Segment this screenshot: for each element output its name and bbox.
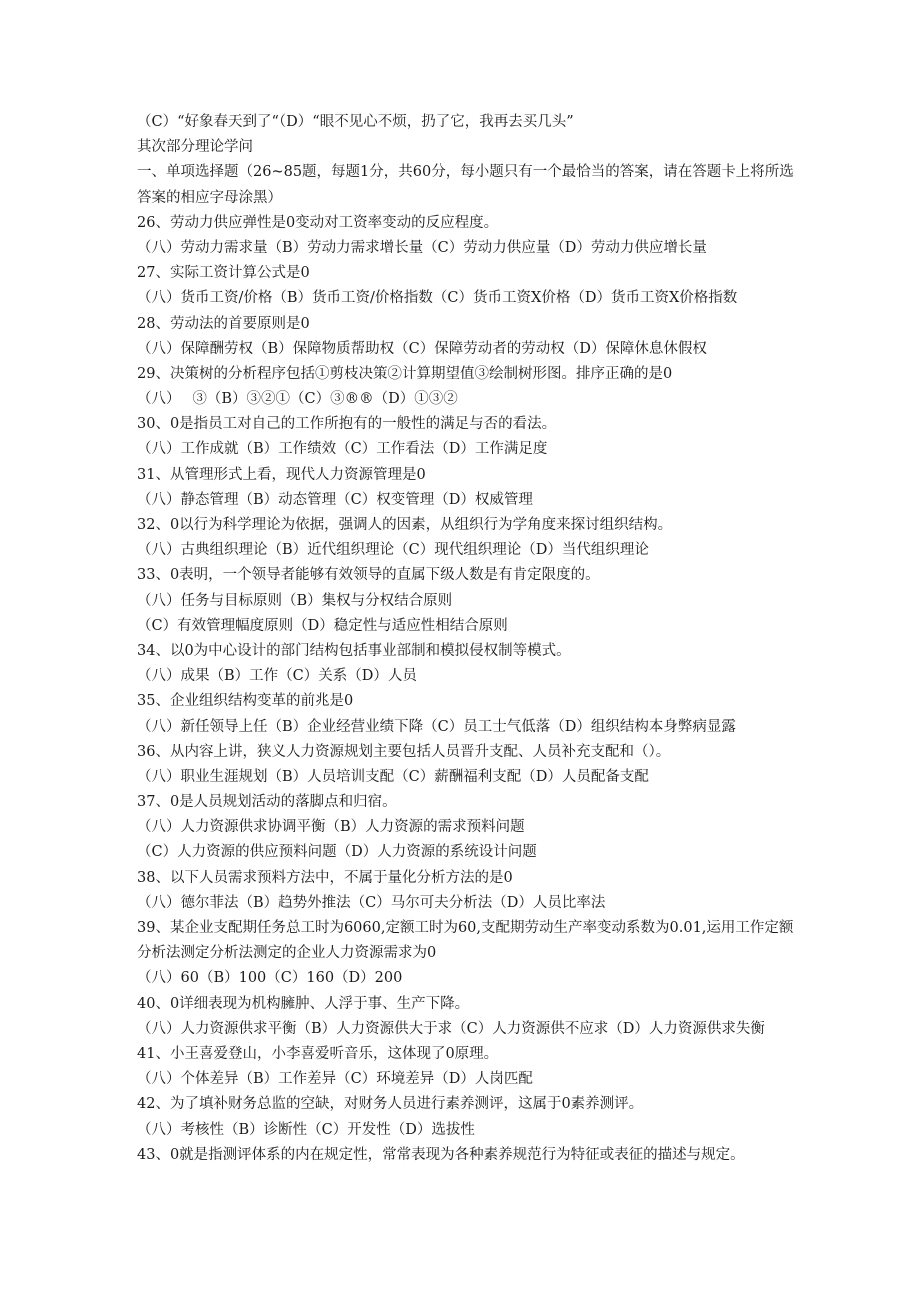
options-41: （八）个体差异（B）工作差异（C）环境差异（D）人岗匹配 xyxy=(137,1071,533,1088)
options-42: （八）考核性（B）诊断性（C）开发性（D）选拔性 xyxy=(137,1121,475,1138)
question-42: 42、为了填补财务总监的空缺，对财务人员进行素养测评，这属于0素养测评。 xyxy=(137,1096,644,1113)
question-38: 38、以下人员需求预料方法中，不属于量化分析方法的是0 xyxy=(137,869,513,886)
options-29: （八） ③（B）③②①（C）③®®（D）①③② xyxy=(137,391,458,408)
options-31: （八）静态管理（B）动态管理（C）权变管理（D）权威管理 xyxy=(137,491,533,508)
question-33: 33、0表明，一个领导者能够有效领导的直属下级人数是有肯定限度的。 xyxy=(137,567,600,584)
options-36: （八）职业生涯规划（B）人员培训支配（C）薪酬福利支配（D）人员配备支配 xyxy=(137,768,649,785)
options-40: （八）人力资源供求平衡（B）人力资源供大于求（C）人力资源供不应求（D）人力资源供求失衡 xyxy=(137,1020,765,1037)
section-heading: 其次部分理论学问 xyxy=(137,139,253,156)
question-31: 31、从管理形式上看，现代人力资源管理是0 xyxy=(137,466,426,483)
question-27: 27、实际工资计算公式是0 xyxy=(137,265,310,282)
options-28: （八）保障酬劳权（B）保障物质帮助权（C）保障劳动者的劳动权（D）保障休息休假权 xyxy=(137,340,707,357)
question-35: 35、企业组织结构变革的前兆是0 xyxy=(137,693,354,710)
options-39: （八）60（B）100（C）160（D）200 xyxy=(137,970,403,987)
options-33-b: （C）有效管理幅度原则（D）稳定性与适应性相结合原则 xyxy=(137,617,508,634)
question-30: 30、0是指员工对自己的工作所抱有的一般性的满足与否的看法。 xyxy=(137,416,557,433)
options-27: （八）货币工资/价格（B）货币工资/价格指数（C）货币工资X价格（D）货币工资X价格指数 xyxy=(137,290,738,307)
question-29: 29、决策树的分析程序包括①剪枝决策②计算期望值③绘制树形图。排序正确的是0 xyxy=(137,365,673,382)
instructions-line: 一、单项选择题（26~85题，每题1分，共60分，每小题只有一个最恰当的答案，请在答题卡上将所选答案的相应字母涂黑） xyxy=(137,164,794,206)
options-26: （八）劳动力需求量（B）劳动力需求增长量（C）劳动力供应量（D）劳动力供应增长量 xyxy=(137,239,707,256)
options-37-b: （C）人力资源的供应预料问题（D）人力资源的系统设计问题 xyxy=(137,844,537,861)
text-line: （C）“好象春天到了“（D）“眼不见心不烦，扔了它，我再去买几头” xyxy=(137,114,574,130)
options-30: （八）工作成就（B）工作绩效（C）工作看法（D）工作满足度 xyxy=(137,441,548,458)
options-35: （八）新任领导上任（B）企业经营业绩下降（C）员工士气低落（D）组织结构本身弊病显露 xyxy=(137,718,736,735)
question-43: 43、0就是指测评体系的内在规定性，常常表现为各种素养规范行为特征或表征的描述与规定。 xyxy=(137,1146,745,1163)
question-40: 40、0详细表现为机构臃肿、人浮于事、生产下降。 xyxy=(137,995,470,1012)
question-34: 34、以0为中心设计的部门结构包括事业部制和模拟侵权制等模式。 xyxy=(137,642,571,659)
question-28: 28、劳动法的首要原则是0 xyxy=(137,315,310,332)
options-38: （八）德尔菲法（B）趋势外推法（C）马尔可夫分析法（D）人员比率法 xyxy=(137,894,606,911)
question-37: 37、0是人员规划活动的落脚点和归宿。 xyxy=(137,794,397,811)
question-41: 41、小王喜爱登山，小李喜爱听音乐，这体现了0原理。 xyxy=(137,1046,499,1063)
question-39: 39、某企业支配期任务总工时为6060,定额工时为60,支配期劳动生产率变动系数为0.01,运用工作定额分析法测定分析法测定的企业人力资源需求为0 xyxy=(137,920,794,962)
question-36: 36、从内容上讲，狭义人力资源规划主要包括人员晋升支配、人员补充支配和（）。 xyxy=(137,743,671,760)
document-body xyxy=(137,110,797,1168)
options-32: （八）古典组织理论（B）近代组织理论（C）现代组织理论（D）当代组织理论 xyxy=(137,542,649,559)
options-33-a: （八）任务与目标原则（B）集权与分权结合原则 xyxy=(137,592,453,609)
question-32: 32、0以行为科学理论为依据，强调人的因素，从组织行为学角度来探讨组织结构。 xyxy=(137,517,673,534)
options-34: （八）成果（B）工作（C）关系（D）人员 xyxy=(137,668,417,685)
question-26: 26、劳动力供应弹性是0变动对工资率变动的反应程度。 xyxy=(137,214,499,231)
options-37-a: （八）人力资源供求协调平衡（B）人力资源的需求预料问题 xyxy=(137,819,525,836)
